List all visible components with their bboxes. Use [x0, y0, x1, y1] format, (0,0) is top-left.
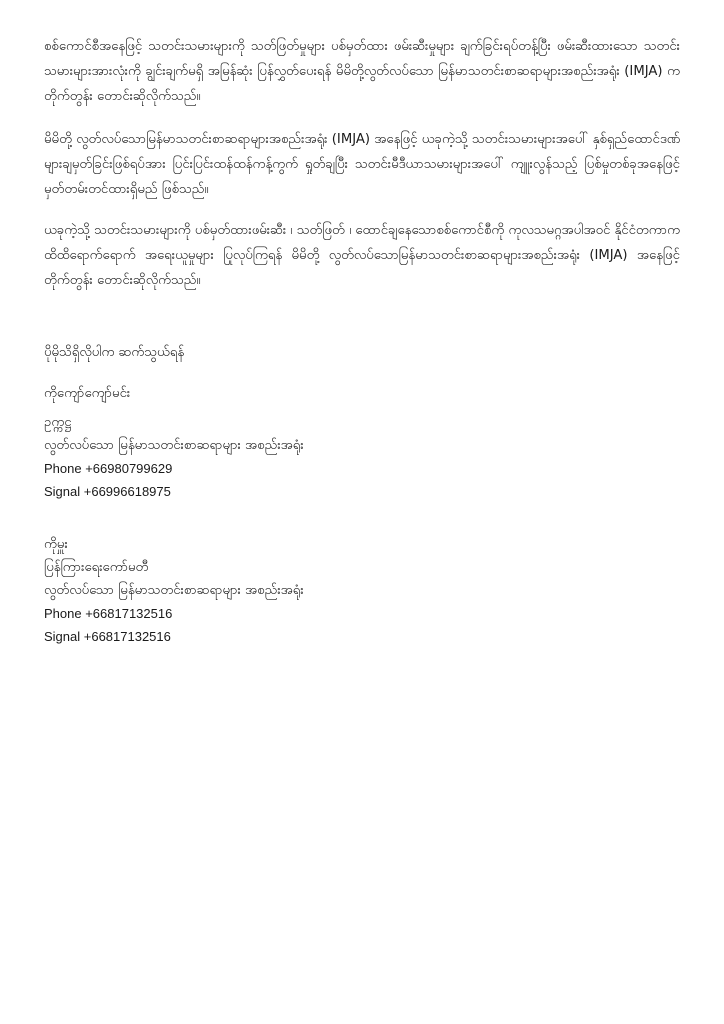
contact-org: လွတ်လပ်သော မြန်မာသတင်းစာဆရာများ အစည်းအရုံး — [44, 438, 304, 453]
contact-role: ဥက္ကဋ္ဌ — [44, 415, 72, 430]
contact-name: ကိုကျော်ကျော်မင်း — [44, 386, 131, 401]
contact-block-1 — [44, 382, 680, 503]
document-page — [44, 34, 680, 648]
contact-signal: Signal +66817132516 — [44, 629, 171, 644]
paragraph-demand-release: စစ်ကောင်စီအနေဖြင့် သတင်းသမားများကို သတ်ဖြတ်မှုများ ပစ်မှတ်ထား ဖမ်းဆီးမှုများ ချက်ခြင်းရပ်တန့်ပြီး ဖမ်းဆီးထားသော သတင်းသမားများအားလုံးကို ချွင်းချက်မရှိ အမြန်ဆုံး ပြန်လွှတ်ပေးရန် မိမိတို့လွတ်လပ်သော မြန်မာသတင်းစာဆရာများအစည်းအရုံး (IMJA) က တိုက်တွန်း တောင်းဆိုလိုက်သည်။ — [44, 39, 680, 104]
contact-org: လွတ်လပ်သော မြန်မာသတင်းစာဆရာများ အစည်းအရုံး — [44, 583, 304, 598]
contact-name: ကိုမှူး — [44, 537, 68, 552]
paragraph-international-action: ယခုကဲ့သို့ သတင်းသမားများကို ပစ်မှတ်ထားဖမ်းဆီး ၊ သတ်ဖြတ် ၊ ထောင်ချနေသောစစ်ကောင်စီကို ကုလသမဂ္ဂအပါအဝင် နိုင်ငံတကာက ထိထိရောက်ရောက် အရေးယူမှုများ ပြုလုပ်ကြရန် မိမိတို့ လွတ်လပ်သောမြန်မာသတင်းစာဆရာများအစည်းအရုံး (IMJA) အနေဖြင့် တိုက်တွန်း တောင်းဆိုလိုက်သည်။ — [44, 223, 680, 288]
contact-role: ပြန်ကြားရေးကော်မတီ — [44, 560, 149, 575]
contact-phone: Phone +66980799629 — [44, 461, 173, 476]
contact-intro: ပိုမိုသိရှိလိုပါက ဆက်သွယ်ရန် — [44, 345, 185, 360]
contact-phone: Phone +66817132516 — [44, 606, 173, 621]
contact-signal: Signal +66996618975 — [44, 484, 171, 499]
paragraph-condemnation: မိမိတို့ လွတ်လပ်သောမြန်မာသတင်းစာဆရာများအစည်းအရုံး (IMJA) အနေဖြင့် ယခုကဲ့သို့ သတင်းသမားများအပေါ် နှစ်ရှည်ထောင်ဒဏ်များချမှတ်ခြင်းဖြစ်ရပ်အား ပြင်းပြင်းထန်ထန်ကန့်ကွက် ရှုတ်ချပြီး သတင်းမီဒီယာသမားများအပေါ် ကျူးလွန်သည့် ပြစ်မှုတစ်ခုအနေဖြင့် မှတ်တမ်းတင်ထားရှိမည် ဖြစ်သည်။ — [44, 132, 680, 197]
contact-block-2 — [44, 533, 680, 648]
